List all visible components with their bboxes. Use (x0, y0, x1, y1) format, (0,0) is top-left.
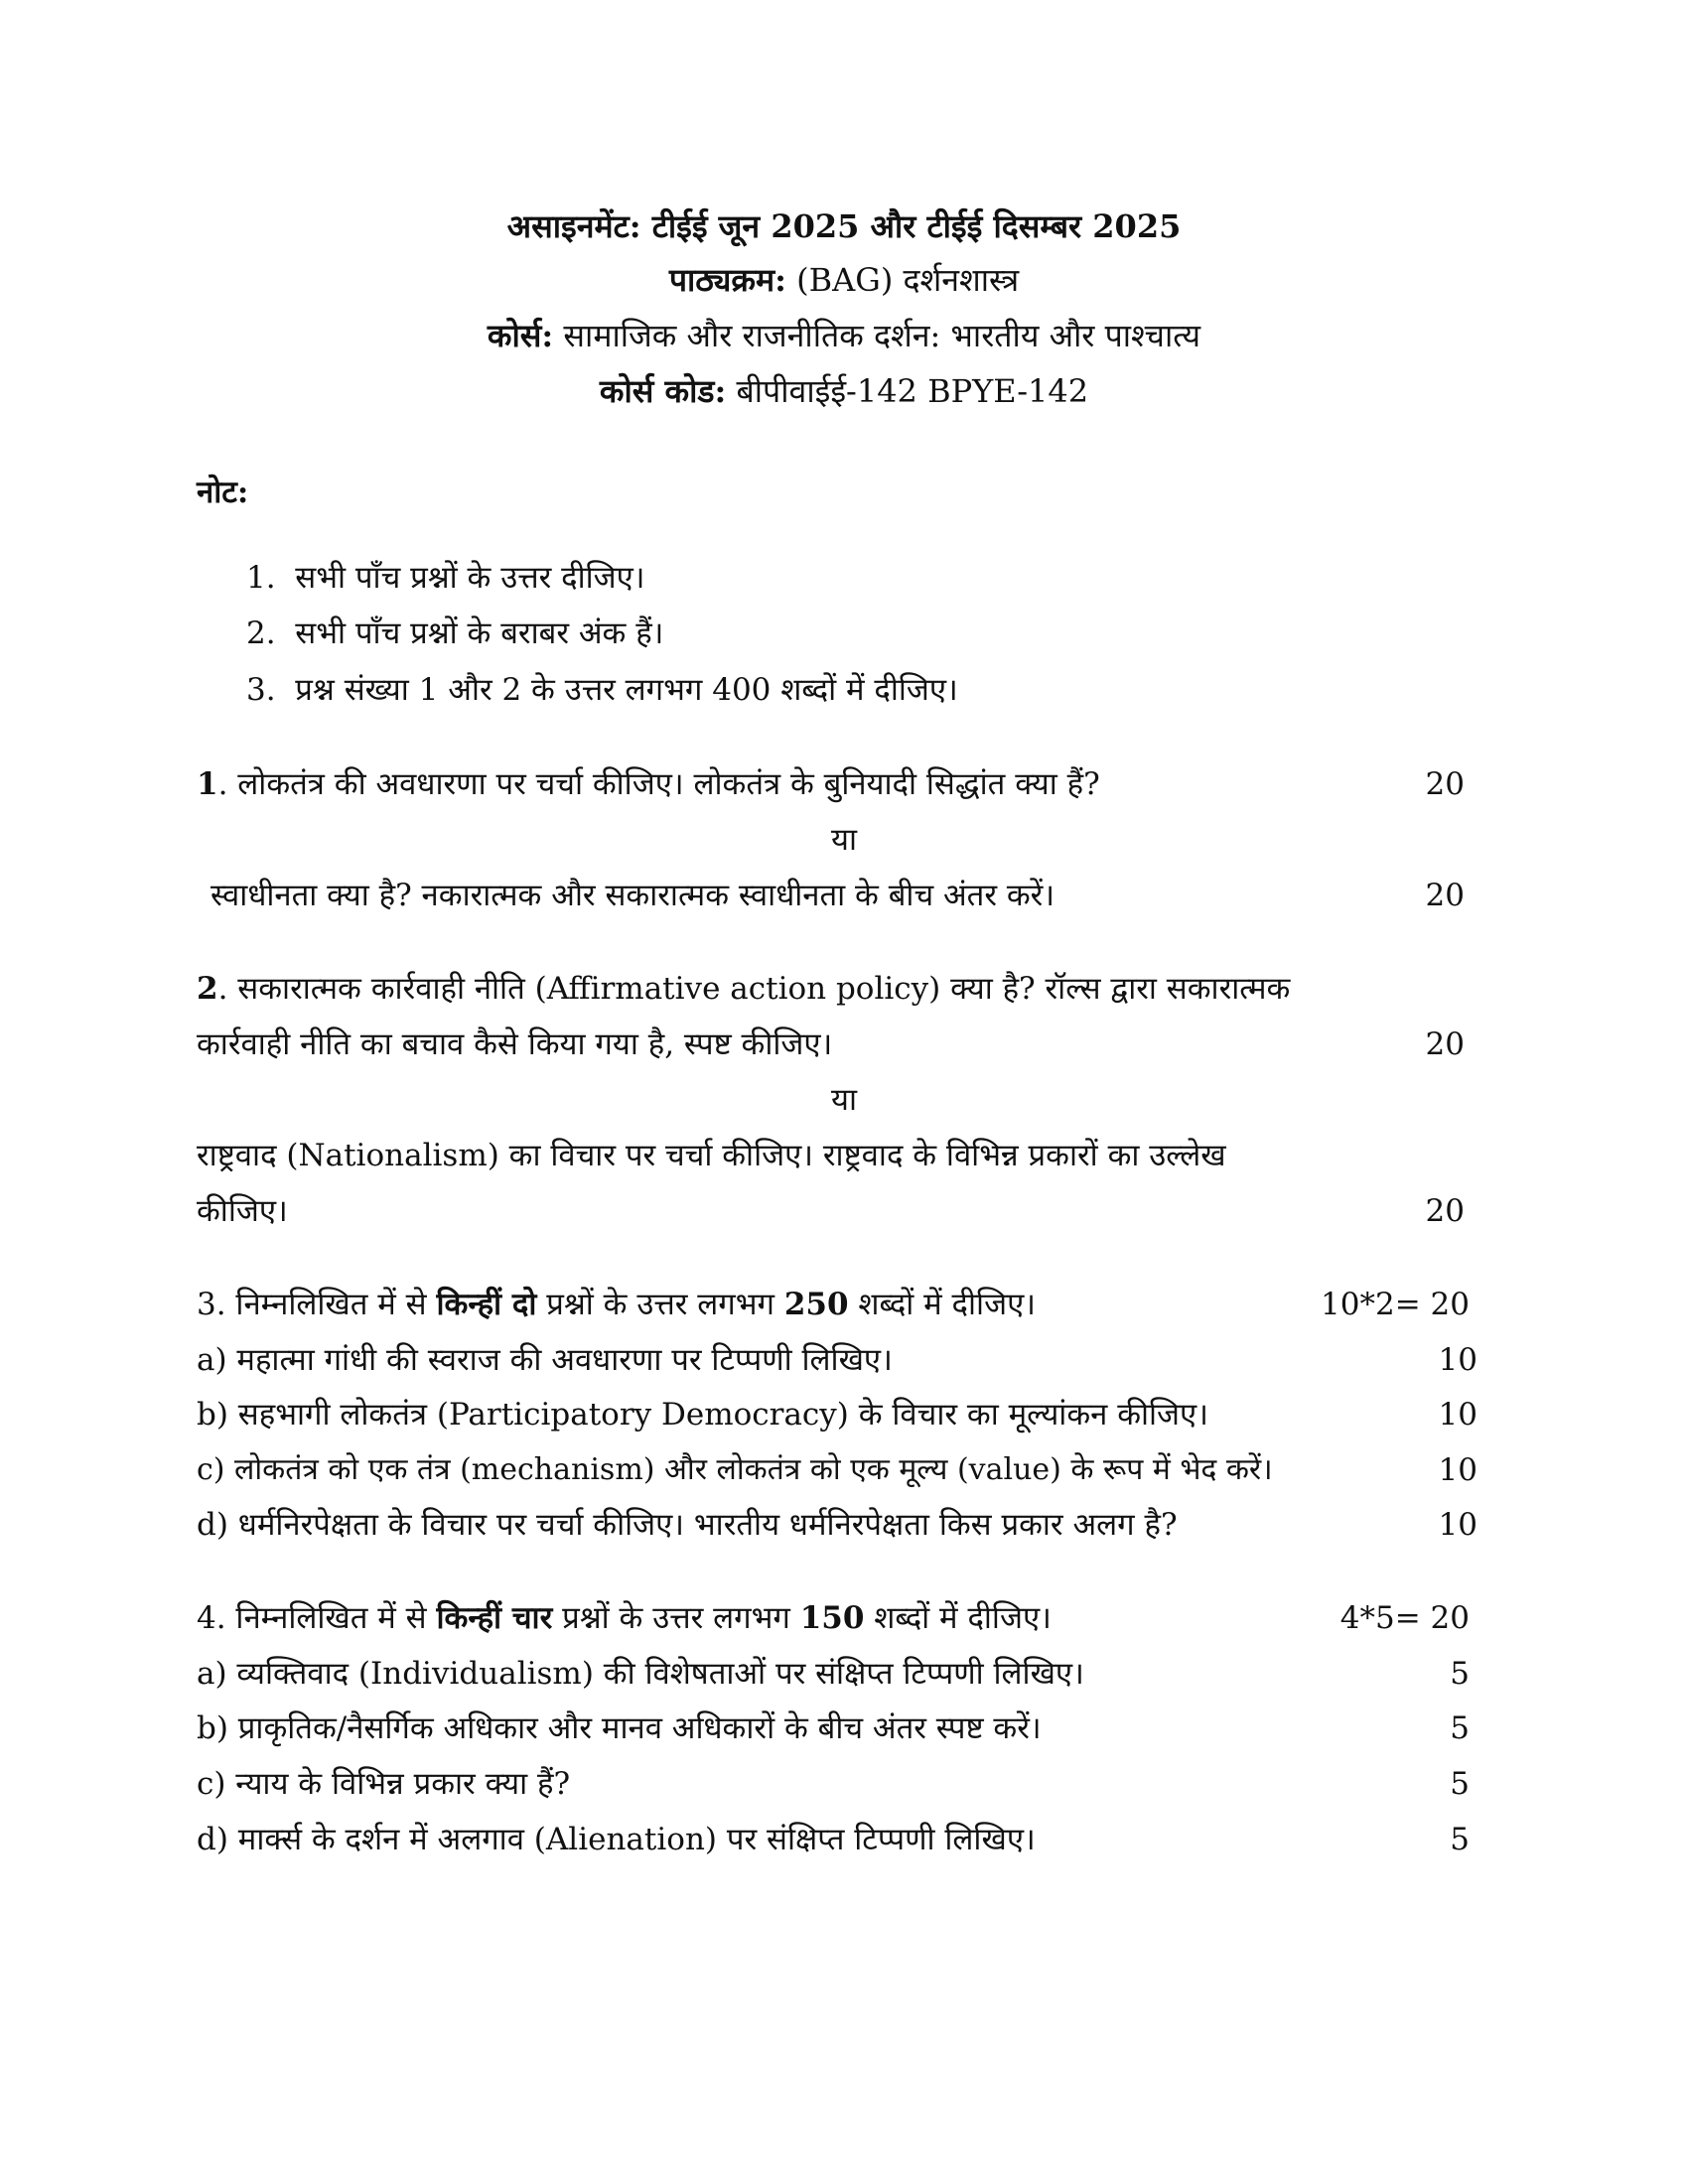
question-3-item: d) धर्मनिरपेक्षता के विचार पर चर्चा कीजिए। भारतीय धर्मनिरपेक्षता किस प्रकार अलग है? (197, 1507, 1178, 1543)
question-3-marks: 10*2= 20 (1321, 1287, 1470, 1322)
question-4-word-count: 150 (799, 1600, 865, 1636)
question-3-intro-text: शब्दों में दीजिए। (848, 1287, 1036, 1322)
question-3-item: b) सहभागी लोकतंत्र (Participatory Democracy) के विचार का मूल्यांकन कीजिए। (197, 1397, 1208, 1433)
note-item-text: सभी पाँच प्रश्नों के उत्तर दीजिए। (295, 560, 645, 596)
course-line (0, 316, 1688, 355)
question-3-intro (197, 1285, 1036, 1324)
question-1-text: . लोकतंत्र की अवधारणा पर चर्चा कीजिए। लोकतंत्र के बुनियादी सिद्धांत क्या हैं? (217, 766, 1100, 802)
course-code-line (0, 371, 1688, 411)
question-3-item: a) महात्मा गांधी की स्वराज की अवधारणा पर टिप्पणी लिखिए। (197, 1342, 893, 1378)
question-2-alt-marks: 20 (1425, 1193, 1465, 1229)
course-value: सामाजिक और राजनीतिक दर्शन: भारतीय और पाश्चात्य (563, 317, 1201, 354)
question-2-text-line1: . सकारात्मक कार्रवाही नीति (Affirmative action policy) क्या है? रॉल्स द्वारा सकारात्मक (217, 971, 1291, 1007)
question-2-alt-line1: राष्ट्रवाद (Nationalism) का विचार पर चर्चा कीजिए। राष्ट्रवाद के विभिन्न प्रकारों का उल्लेख (197, 1138, 1226, 1173)
question-1-or: या (830, 822, 857, 858)
note-item (246, 558, 645, 598)
note-item-number: 1. (246, 560, 276, 596)
question-1-number: 1 (197, 766, 218, 802)
note-item-text: प्रश्न संख्या 1 और 2 के उत्तर लगभग 400 शब्दों में दीजिए। (295, 672, 958, 708)
question-3-item-marks: 10 (1438, 1452, 1477, 1488)
question-4-item: c) न्याय के विभिन्न प्रकार क्या हैं? (197, 1766, 571, 1802)
question-3-intro-text: प्रश्नों के उत्तर लगभग (536, 1287, 784, 1322)
note-item-number: 3. (246, 672, 276, 708)
question-2-marks: 20 (1425, 1026, 1465, 1062)
question-4-intro-emphasis: किन्हीं चार (436, 1600, 553, 1636)
programme-line (0, 260, 1688, 300)
question-4-intro-text: 4. निम्नलिखित में से (197, 1600, 437, 1636)
question-1 (197, 764, 1100, 804)
question-3-item-marks: 10 (1438, 1507, 1477, 1543)
question-3-intro-text: 3. निम्नलिखित में से (197, 1287, 437, 1322)
question-2-number: 2 (197, 971, 218, 1007)
question-4-item: d) मार्क्स के दर्शन में अलगाव (Alienation) पर संक्षिप्त टिप्पणी लिखिए। (197, 1822, 1036, 1857)
question-4-marks: 4*5= 20 (1339, 1600, 1470, 1636)
question-2 (197, 969, 1290, 1009)
question-4-item-marks: 5 (1450, 1766, 1470, 1802)
question-3-item-marks: 10 (1438, 1342, 1477, 1378)
question-3-word-count: 250 (783, 1287, 849, 1322)
course-label: कोर्स: (487, 317, 554, 354)
question-4-intro-text: प्रश्नों के उत्तर लगभग (552, 1600, 800, 1636)
question-4-item: a) व्यक्तिवाद (Individualism) की विशेषताओं पर संक्षिप्त टिप्पणी लिखिए। (197, 1656, 1084, 1692)
note-item (246, 670, 958, 710)
question-2-or: या (830, 1082, 857, 1118)
question-4-item: b) प्राकृतिक/नैसर्गिक अधिकार और मानव अधिकारों के बीच अंतर स्पष्ट करें। (197, 1710, 1042, 1746)
question-3-item: c) लोकतंत्र को एक तंत्र (mechanism) और लोकतंत्र को एक मूल्य (value) के रूप में भेद करें। (197, 1452, 1273, 1487)
programme-value: (BAG) दर्शनशास्त्र (796, 261, 1020, 299)
question-1-alt-marks: 20 (1425, 878, 1465, 913)
question-1-marks: 20 (1425, 766, 1465, 802)
question-4-item-marks: 5 (1450, 1822, 1470, 1857)
question-4-intro (197, 1598, 1052, 1638)
note-item-text: सभी पाँच प्रश्नों के बराबर अंक हैं। (295, 615, 664, 651)
question-3-item-marks: 10 (1438, 1397, 1477, 1433)
question-2-text-line2: कार्रवाही नीति का बचाव कैसे किया गया है, स्पष्ट कीजिए। (197, 1026, 833, 1062)
note-item (246, 614, 663, 653)
document-title: असाइनमेंट: टीईई जून 2025 और टीईई दिसम्बर 2025 (506, 207, 1182, 245)
question-3-intro-emphasis: किन्हीं दो (436, 1287, 537, 1322)
question-1-alt-text: स्वाधीनता क्या है? नकारात्मक और सकारात्मक स्वाधीनता के बीच अंतर करें। (211, 878, 1055, 913)
programme-label: पाठ्यक्रम: (668, 261, 786, 299)
course-code-label: कोर्स कोड: (599, 372, 727, 410)
note-item-number: 2. (246, 615, 276, 651)
question-2-alt-line2: कीजिए। (197, 1193, 288, 1229)
course-code-value: बीपीवाईई-142 BPYE-142 (736, 372, 1089, 410)
note-label: नोट: (197, 475, 249, 510)
question-4-item-marks: 5 (1450, 1710, 1470, 1746)
question-4-intro-text: शब्दों में दीजिए। (864, 1600, 1052, 1636)
question-4-item-marks: 5 (1450, 1656, 1470, 1692)
